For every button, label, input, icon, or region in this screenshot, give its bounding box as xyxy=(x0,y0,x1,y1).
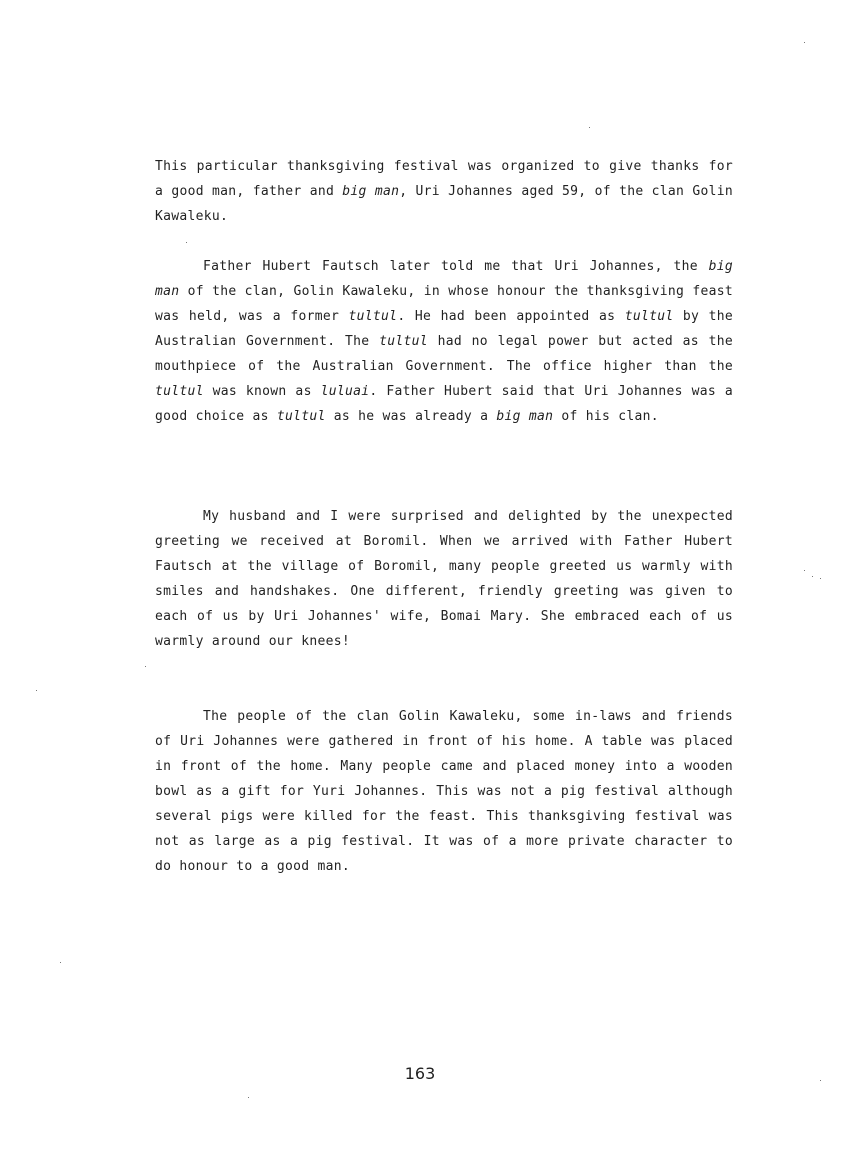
paragraph-2-italic-3: tultul xyxy=(624,309,674,324)
paragraph-2 xyxy=(155,254,733,429)
paragraph-1-text-1: This particular thanksgiving festival was organized to give thanks for a good man, father and xyxy=(155,159,733,199)
paragraph-2-italic-4: tultul xyxy=(379,334,428,349)
paragraph-2-italic-5: tultul xyxy=(155,384,204,399)
paragraph-2-text-6: was known as xyxy=(203,384,321,399)
scan-speck xyxy=(36,690,37,691)
paragraph-2-italic-1: big man xyxy=(155,259,733,299)
paragraph-1 xyxy=(155,154,733,229)
paragraph-1-italic-1: big man xyxy=(342,184,400,199)
paragraph-2-text-7: . Father Hubert said that Uri Johannes was a good choice as xyxy=(155,384,733,424)
scan-speck xyxy=(820,578,821,579)
paragraph-2-text-2: of the clan, Golin Kawaleku, in whose honour the thanksgiving feast was held, was a former xyxy=(155,284,733,324)
paragraph-2-text-1: Father Hubert Fautsch later told me that Uri Johannes, the xyxy=(203,259,709,274)
paragraph-2-italic-2: tultul xyxy=(348,309,398,324)
paragraph-2-text-3: . He had been appointed as xyxy=(397,309,625,324)
paragraph-1-text-2: , Uri Johannes aged 59, of the clan Golin Kawaleku. xyxy=(155,184,733,224)
scan-speck xyxy=(589,127,590,128)
paragraph-2-text-9: of his clan. xyxy=(553,409,659,424)
paragraph-2-text-8: as he was already a xyxy=(325,409,497,424)
paragraph-3-text-1: My husband and I were surprised and delighted by the unexpected greeting we received at Boromil. When we arrived with Father Hubert Fautsch at the village of Boromil, many people greeted us warmly with smiles and handshakes. One different, friendly greeting was given to each of us by Uri Johannes' wife, Bomai Mary. She embraced each of us warmly around our knees! xyxy=(155,509,733,649)
paragraph-4 xyxy=(155,704,733,879)
scan-speck xyxy=(812,576,813,577)
scan-speck xyxy=(186,242,187,243)
scan-speck xyxy=(60,962,61,963)
scan-speck xyxy=(145,666,146,667)
scan-speck xyxy=(248,1097,249,1098)
paragraph-2-text-5: had no legal power but acted as the mouthpiece of the Australian Government. The office higher than the xyxy=(155,334,733,374)
paragraph-2-text-4: by the Australian Government. The xyxy=(155,309,733,349)
scan-speck xyxy=(804,570,805,571)
paragraph-2-italic-8: big man xyxy=(496,409,554,424)
scan-speck xyxy=(820,1080,821,1081)
page-number: 163 xyxy=(404,1064,436,1083)
paragraph-2-italic-7: tultul xyxy=(276,409,326,424)
paragraph-4-text-1: The people of the clan Golin Kawaleku, some in-laws and friends of Uri Johannes were gathered in front of his home. A table was placed in front of the home. Many people came and placed money into a wooden bowl as a gift for Yuri Johannes. This was not a pig festival although several pigs were killed for the feast. This thanksgiving festival was not as large as a pig festival. It was of a more private character to do honour to a good man. xyxy=(155,709,733,874)
paragraph-2-italic-6: luluai xyxy=(320,384,370,399)
paragraph-3 xyxy=(155,504,733,654)
scan-speck xyxy=(804,42,805,43)
